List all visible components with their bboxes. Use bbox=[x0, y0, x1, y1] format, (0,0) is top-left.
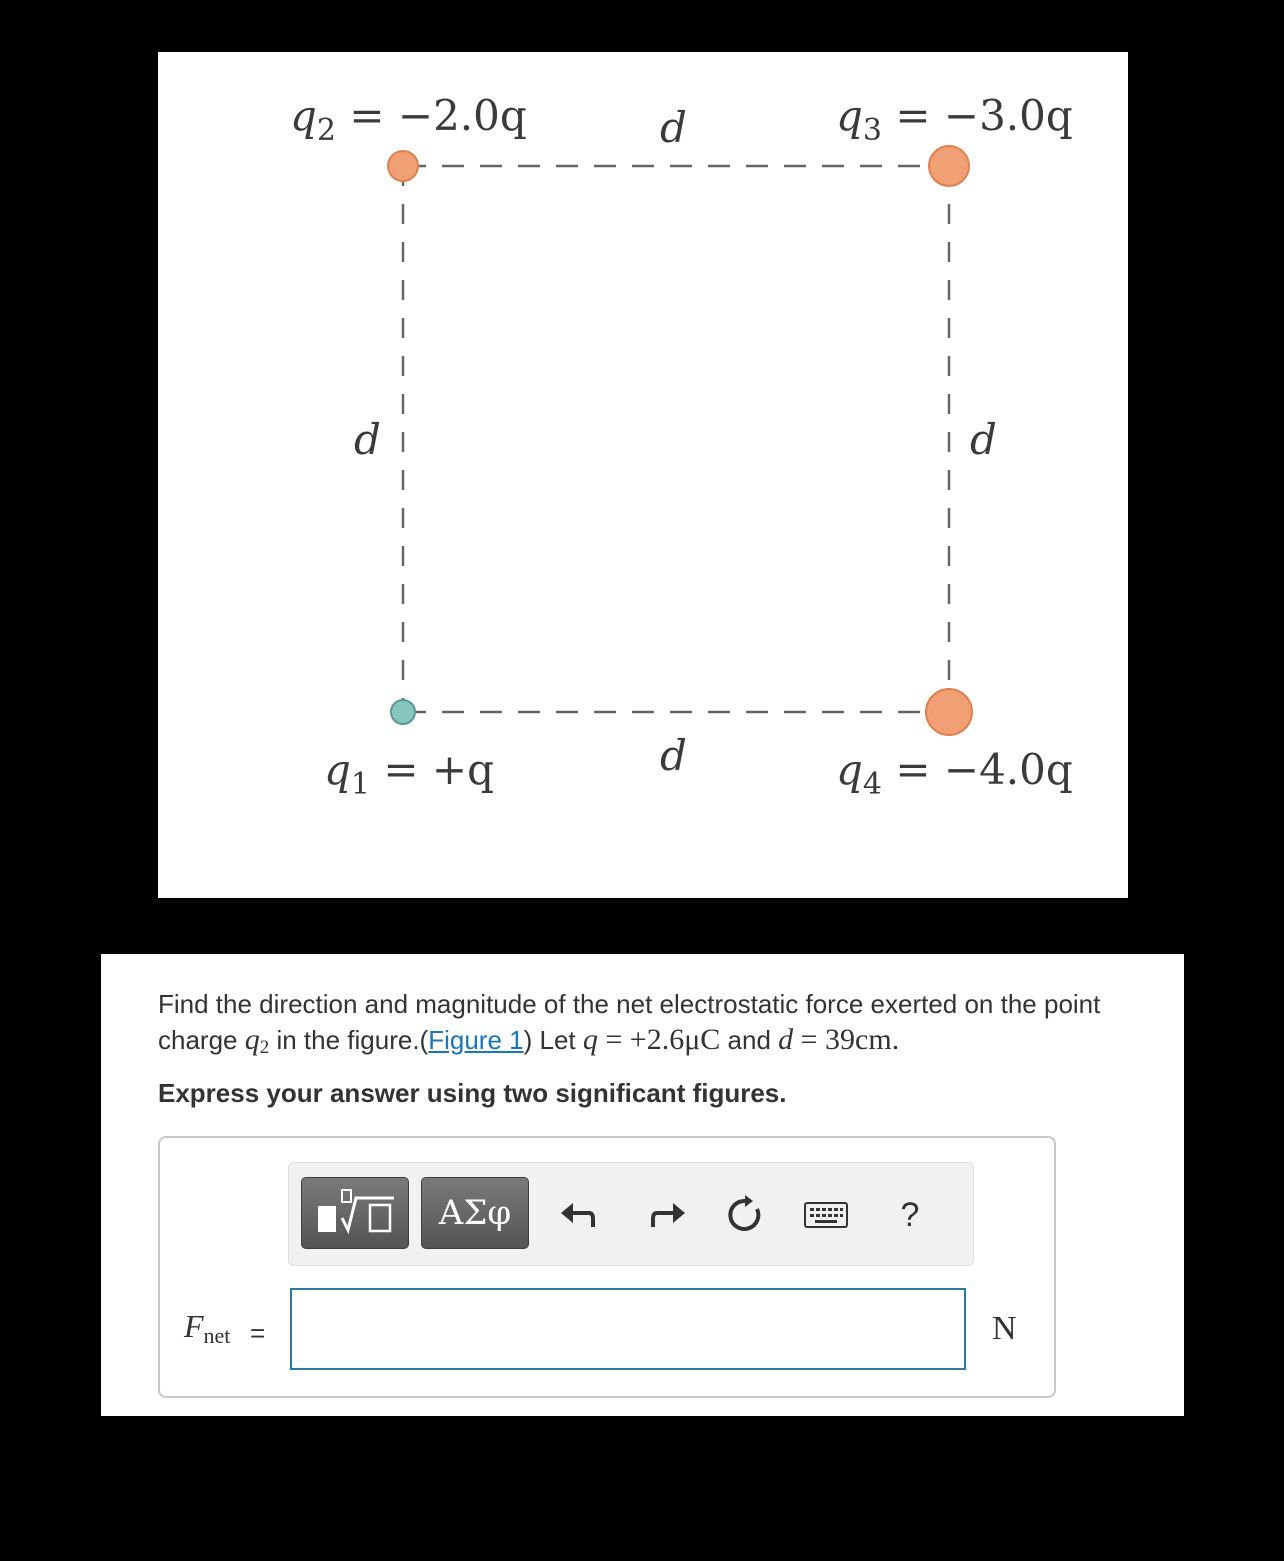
math-toolbar bbox=[288, 1162, 974, 1266]
label-q3: $q_3 = -3.0q$ bbox=[836, 91, 1073, 148]
help-icon[interactable]: ? bbox=[900, 1196, 920, 1234]
charge-q3 bbox=[929, 146, 969, 186]
and-text: and bbox=[720, 1025, 779, 1055]
answer-variable-label: $F_{net}$ bbox=[184, 1308, 231, 1348]
unit-label: N bbox=[992, 1310, 1017, 1347]
answer-box bbox=[158, 1136, 1056, 1398]
label-d-right: d bbox=[970, 415, 997, 464]
question-panel bbox=[101, 954, 1184, 1416]
label-d-bottom: d bbox=[660, 731, 687, 780]
templates-icon bbox=[302, 1178, 408, 1248]
question-text-part2: in the figure.( bbox=[269, 1025, 429, 1055]
label-q2: $q_2 = -2.0q$ bbox=[290, 91, 527, 148]
label-q4: $q_4 = -4.0q$ bbox=[836, 745, 1073, 802]
figure-panel bbox=[158, 52, 1128, 898]
question-text-part3: ) Let bbox=[523, 1025, 583, 1055]
keyboard-icon[interactable] bbox=[803, 1193, 849, 1237]
charge-q1 bbox=[391, 700, 415, 724]
symbols-button[interactable]: ΑΣφ bbox=[421, 1177, 529, 1249]
charge-q4 bbox=[926, 689, 972, 735]
figure-link[interactable]: Figure 1 bbox=[428, 1025, 524, 1055]
answer-input[interactable] bbox=[290, 1288, 966, 1370]
redo-icon[interactable] bbox=[645, 1193, 689, 1237]
question-text bbox=[158, 986, 1148, 1058]
d-value: d = 39cm. bbox=[778, 1023, 900, 1056]
label-d-top: d bbox=[660, 103, 687, 152]
equals-sign: = bbox=[250, 1318, 266, 1348]
undo-icon[interactable] bbox=[557, 1193, 601, 1237]
charge-q2 bbox=[388, 151, 418, 181]
reset-icon[interactable] bbox=[723, 1193, 767, 1237]
q-value: q = +2.6μC bbox=[582, 1023, 721, 1056]
templates-button[interactable] bbox=[301, 1177, 409, 1249]
instruction: Express your answer using two significant figures. bbox=[158, 1078, 787, 1108]
charge-square-figure bbox=[158, 52, 1128, 898]
charge-symbol: $q_2$ bbox=[244, 1023, 270, 1058]
question-text-part1: Find the direction and magnitude of the net electrostatic force exerted on the point charge bbox=[158, 989, 1101, 1055]
label-d-left: d bbox=[354, 415, 381, 464]
label-q1: $q_1 = +q$ bbox=[324, 745, 494, 802]
